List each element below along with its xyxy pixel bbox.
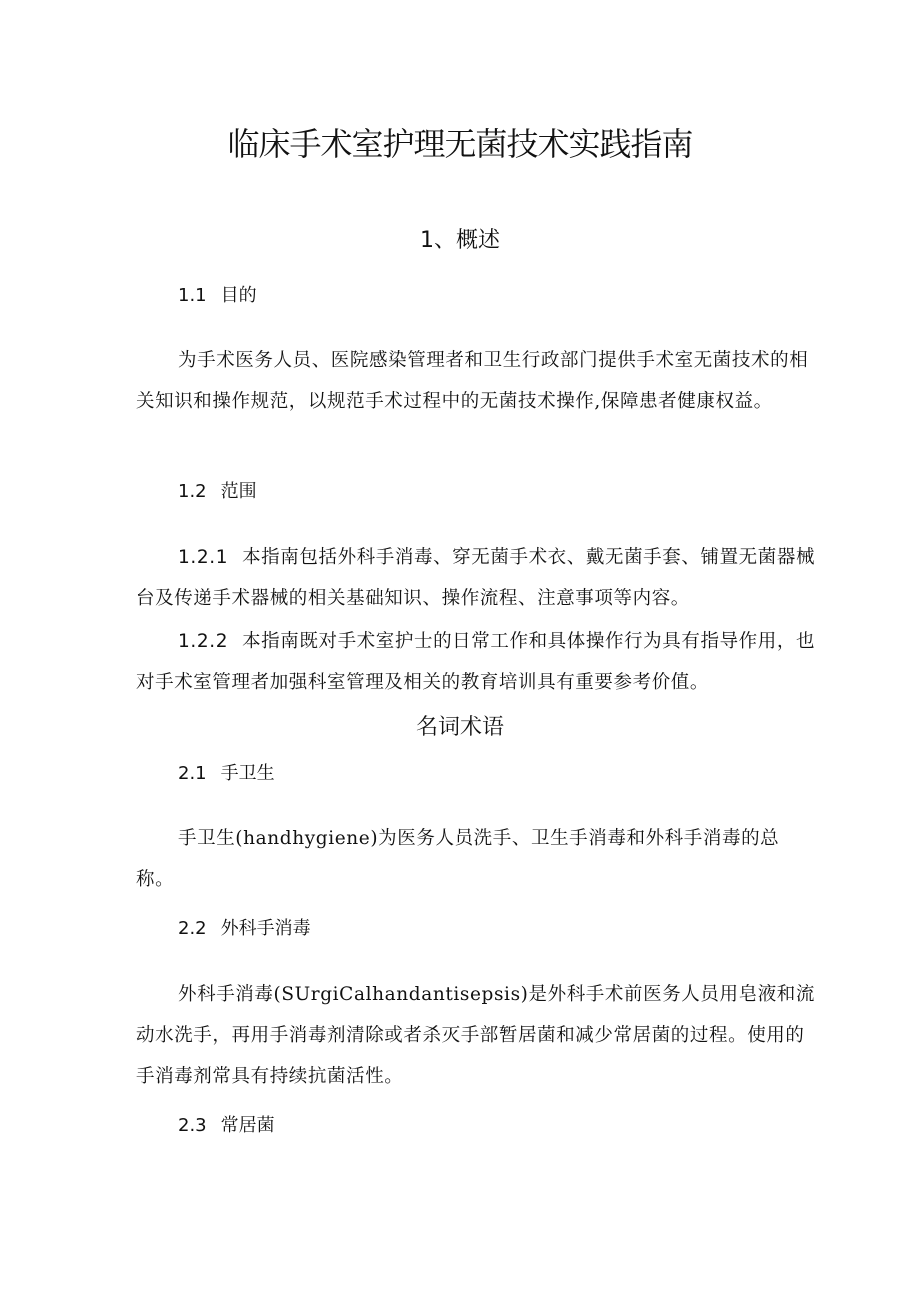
clause-text: 本指南既对手术室护士的日常工作和具体操作行为具有指导作用，也对手术室管理者加强科室管理及相关的教育培训具有重要参考价值。 [136, 631, 816, 693]
subsection-heading-resident-flora [178, 1112, 275, 1140]
subsection-title: 目的 [220, 285, 257, 306]
document-title: 临床手术室护理无菌技术实践指南 [227, 125, 693, 163]
paragraph-purpose: 为手术医务人员、医院感染管理者和卫生行政部门提供手术室无菌技术的相关知识和操作规范，以规范手术过程中的无菌技术操作,保障患者健康权益。 [136, 350, 809, 412]
subsection-heading-scope [178, 478, 257, 506]
clause-number: 1.2.2 [178, 631, 229, 652]
subsection-title: 外科手消毒 [220, 918, 311, 939]
subsection-title: 范围 [220, 481, 257, 502]
clause-text: 本指南包括外科手消毒、穿无菌手术衣、戴无菌手套、铺置无菌器械台及传递手术器械的相关基础知识、操作流程、注意事项等内容。 [136, 547, 816, 609]
subsection-heading-purpose [178, 282, 257, 310]
subsection-heading-surgical-hand-antisepsis [178, 915, 311, 943]
subsection-number: 1.2 [178, 481, 207, 502]
clause-number: 1.2.1 [178, 547, 229, 568]
subsection-title: 常居菌 [220, 1115, 275, 1136]
subsection-number: 2.2 [178, 918, 207, 939]
section-heading-terms: 名词术语 [415, 715, 504, 740]
paragraph-surgical-hand-antisepsis: 外科手消毒(SUrgiCalhandantisepsis)是外科手术前医务人员用皂液和流动水洗手，再用手消毒剂清除或者杀灭手部暂居菌和减少常居菌的过程。使用的手消毒剂常具有持续抗菌活性。 [136, 984, 815, 1087]
paragraph-hand-hygiene: 手卫生(handhygiene)为医务人员洗手、卫生手消毒和外科手消毒的总称。 [136, 828, 780, 890]
subsection-number: 2.3 [178, 1115, 207, 1136]
paragraph-scope-1-2-1 [136, 537, 816, 619]
subsection-title: 手卫生 [220, 763, 275, 784]
subsection-number: 2.1 [178, 763, 207, 784]
section-heading-overview: 1、概述 [420, 228, 500, 253]
subsection-number: 1.1 [178, 285, 207, 306]
paragraph-scope-1-2-2 [136, 621, 816, 703]
subsection-heading-hand-hygiene [178, 760, 275, 788]
